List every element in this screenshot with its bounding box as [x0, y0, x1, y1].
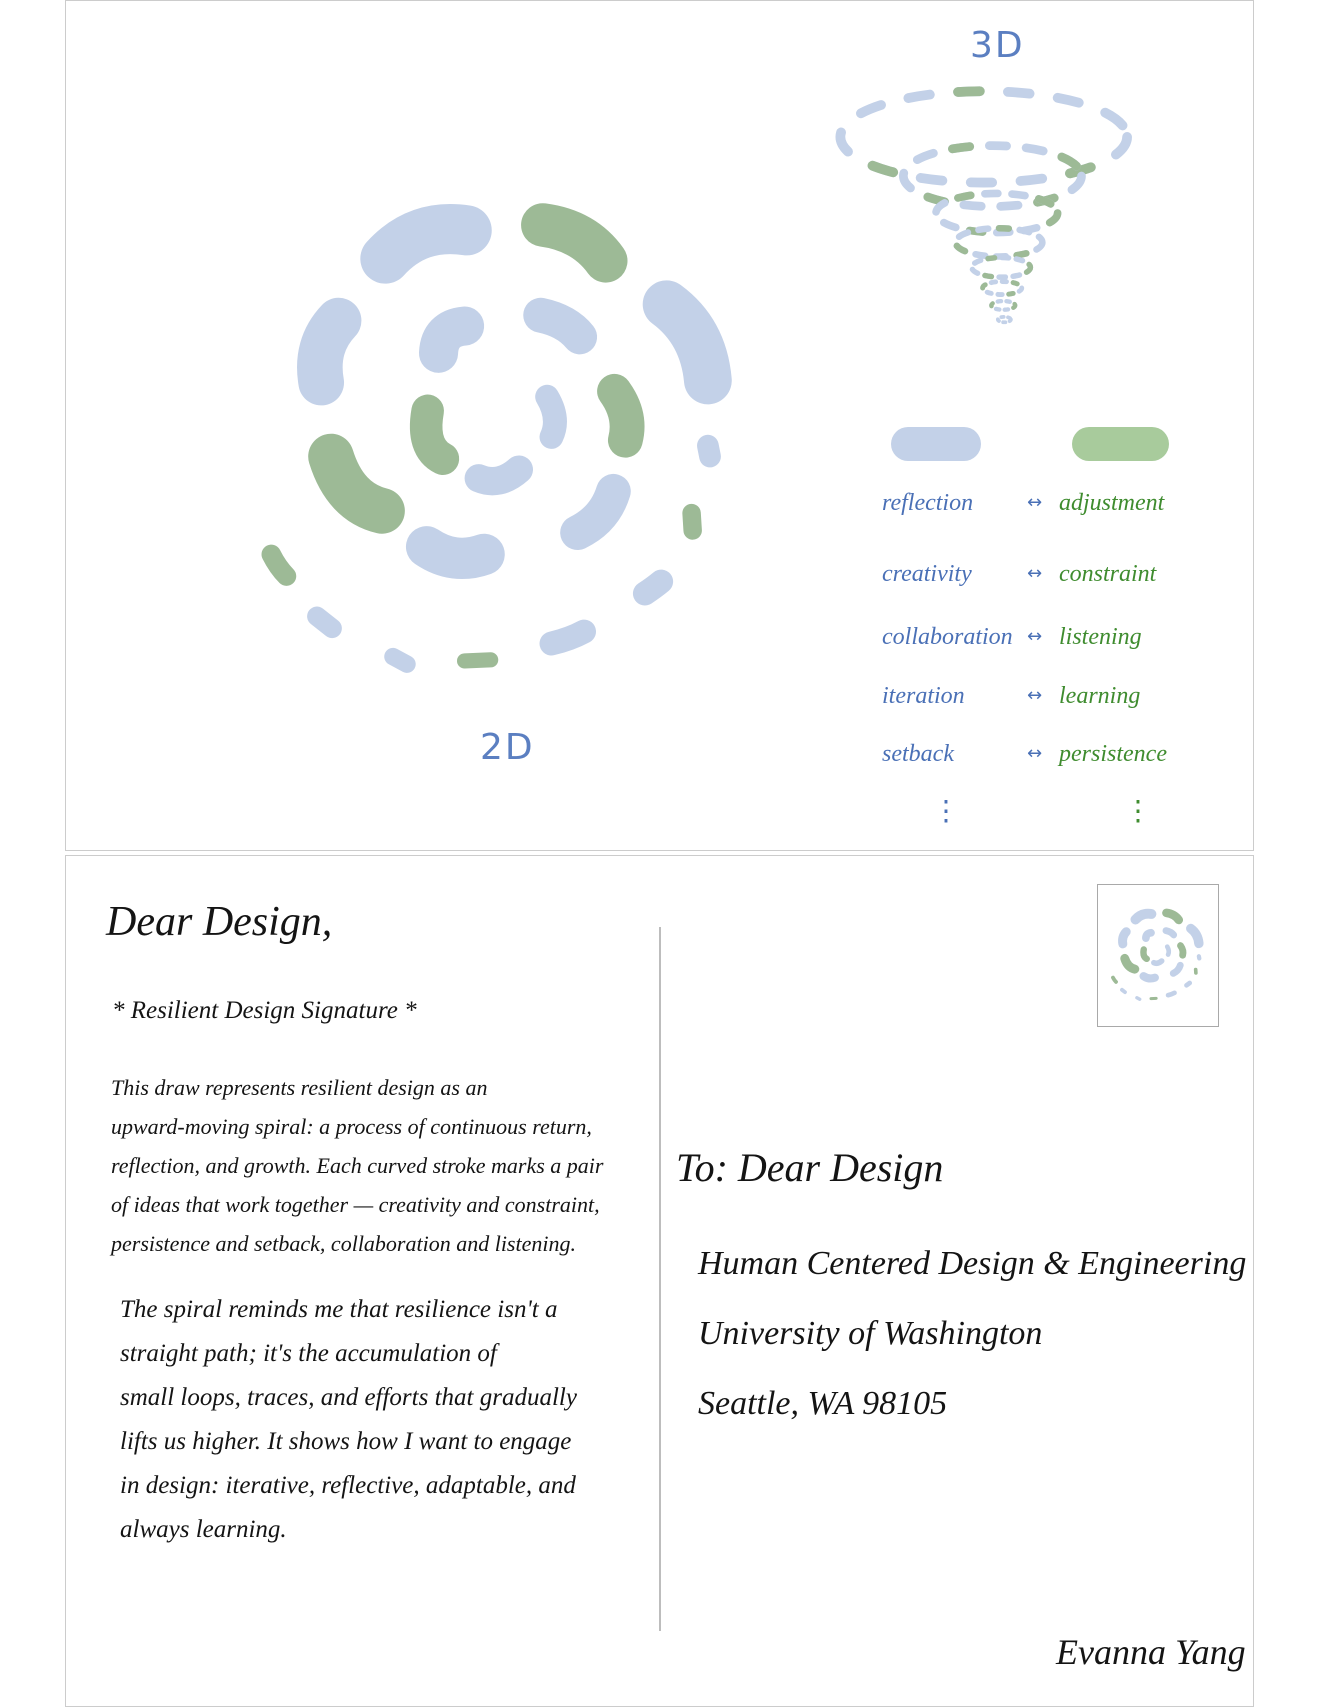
legend-term-blue: iteration: [882, 683, 965, 709]
funnel-ring: [998, 317, 1011, 322]
label-3d: 3D: [970, 25, 1025, 66]
spiral-stroke-blue: [708, 446, 710, 457]
legend-arrow: ↔: [1027, 743, 1043, 764]
spiral-stroke-blue: [479, 470, 519, 482]
legend-row: [66, 487, 1246, 519]
spiral-stroke-green: [465, 660, 491, 661]
spiral-stroke-blue: [320, 321, 339, 383]
signature: Evanna Yang: [1056, 1632, 1246, 1672]
stamp: [1097, 884, 1219, 1027]
postcard-front: [65, 0, 1254, 851]
spiral-stroke-green: [426, 411, 443, 459]
legend-term-blue: reflection: [882, 490, 974, 516]
funnel-ring: [972, 258, 1031, 278]
message-paragraph: [120, 1288, 577, 1552]
legend-swatch-blue: [891, 427, 981, 461]
message-line: small loops, traces, and efforts that gradually: [120, 1384, 577, 1411]
message-line: of ideas that work together — creativity and constraint,: [111, 1192, 600, 1217]
spiral-stroke-blue: [439, 326, 465, 353]
legend-arrow: ↔: [1027, 563, 1043, 584]
spiral-stroke-blue: [385, 229, 466, 259]
message-line: The spiral reminds me that resilience isn't a: [120, 1296, 558, 1323]
legend-term-blue: collaboration: [882, 624, 1013, 650]
legend-row: [66, 680, 1246, 712]
address-line: Seattle, WA 98105: [698, 1385, 948, 1422]
spiral-stroke-blue: [541, 315, 580, 337]
legend-row: [66, 558, 1246, 590]
recipient-address: [698, 1229, 1246, 1439]
message-line: always learning.: [120, 1516, 287, 1543]
legend-arrow: ↔: [1027, 492, 1043, 513]
legend-continuation-green: ⋮: [1124, 794, 1152, 827]
legend-term-green: persistence: [1059, 741, 1167, 767]
spiral-stroke-blue: [427, 547, 485, 559]
spiral-stroke-green: [543, 225, 606, 261]
spiral-stroke-blue: [667, 304, 708, 380]
address-line: University of Washington: [698, 1315, 1043, 1352]
recipient-to-line: To: Dear Design: [676, 1145, 944, 1190]
legend-term-blue: creativity: [882, 561, 972, 587]
legend-continuation-blue: ⋮: [932, 794, 960, 827]
legend-row: [66, 621, 1246, 653]
spiral-2d: [271, 225, 710, 664]
legend-term-green: adjustment: [1059, 490, 1165, 516]
spiral-stroke-green: [614, 391, 627, 440]
message-line: persistence and setback, collaboration and listening.: [111, 1231, 576, 1256]
label-2d: 2D: [480, 727, 535, 768]
spiral-3d-funnel: [840, 91, 1127, 322]
legend-term-blue: setback: [882, 741, 954, 767]
legend-arrow: ↔: [1027, 626, 1043, 647]
legend-term-green: learning: [1059, 683, 1141, 709]
legend-arrow: ↔: [1027, 685, 1043, 706]
message-line: This draw represents resilient design as an: [111, 1075, 488, 1100]
legend-term-green: constraint: [1059, 561, 1157, 587]
spiral-stroke-blue: [547, 397, 555, 437]
message-line: reflection, and growth. Each curved stroke marks a pair: [111, 1153, 604, 1178]
message-line: straight path; it's the accumulation of: [120, 1340, 497, 1367]
greeting: Dear Design,: [106, 899, 333, 945]
spiral-stroke-blue: [393, 657, 407, 665]
legend-row: [66, 738, 1246, 770]
legend-swatch-green: [1072, 427, 1169, 461]
message-line: lifts us higher. It shows how I want to engage: [120, 1428, 572, 1455]
address-line: Human Centered Design & Engineering: [698, 1245, 1247, 1282]
message-line: in design: iterative, reflective, adaptable, and: [120, 1472, 576, 1499]
message-heading: * Resilient Design Signature *: [112, 997, 417, 1024]
message-line: upward-moving spiral: a process of continuous return,: [111, 1114, 592, 1139]
front-drawing: [66, 1, 1252, 849]
message-paragraph: [111, 1068, 603, 1263]
legend-term-green: listening: [1059, 624, 1142, 650]
stamp-spiral-image: [1113, 913, 1199, 999]
postcard-divider: [659, 927, 661, 1631]
stamp-spiral: [1110, 908, 1204, 1002]
postcard-back: [65, 855, 1254, 1707]
